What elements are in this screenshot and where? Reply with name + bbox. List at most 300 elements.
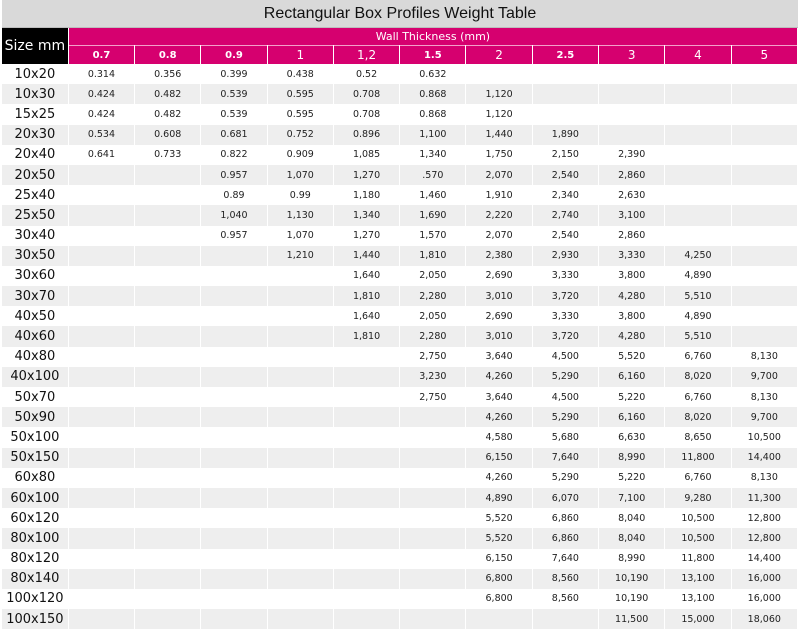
size-cell: 60x100 <box>2 488 68 508</box>
table-row <box>2 488 798 508</box>
weight-cell: 1,640 <box>333 306 399 326</box>
weight-cell: 1,070 <box>267 165 333 185</box>
weight-cell: 2,860 <box>599 226 665 246</box>
table-title-text: Rectangular Box Profiles Weight Table <box>263 4 537 22</box>
weight-cell <box>201 468 267 488</box>
weight-cell: 0.733 <box>135 145 201 165</box>
size-cell: 60x80 <box>2 468 68 488</box>
weight-cell: 3,720 <box>532 326 598 346</box>
weight-cell <box>68 488 134 508</box>
weight-cell: 11,800 <box>665 448 731 468</box>
size-cell: 25x40 <box>2 185 68 205</box>
weight-cell: 3,230 <box>400 367 466 387</box>
weight-cell: 6,760 <box>665 468 731 488</box>
weight-cell <box>201 387 267 407</box>
weight-cell: 4,260 <box>466 407 532 427</box>
weight-cell: 1,270 <box>333 226 399 246</box>
weight-cell <box>135 326 201 346</box>
table-row <box>2 306 798 326</box>
weight-cell: 11,300 <box>731 488 797 508</box>
size-cell: 80x140 <box>2 569 68 589</box>
weight-cell <box>135 266 201 286</box>
weight-cell <box>731 104 797 124</box>
weight-cell: 1,750 <box>466 145 532 165</box>
weight-cell: 12,800 <box>731 508 797 528</box>
weight-cell: 1,120 <box>466 104 532 124</box>
weight-cell: 7,100 <box>599 488 665 508</box>
weight-cell <box>267 609 333 629</box>
weight-cell <box>731 266 797 286</box>
table-row <box>2 326 798 346</box>
weight-cell <box>267 427 333 447</box>
size-cell: 30x70 <box>2 286 68 306</box>
weight-cell <box>68 387 134 407</box>
weight-cell <box>135 569 201 589</box>
thickness-header-cell: 4 <box>665 46 731 65</box>
weight-cell <box>201 427 267 447</box>
weight-cell <box>135 508 201 528</box>
weight-cell: 9,280 <box>665 488 731 508</box>
weight-cell: 1,570 <box>400 226 466 246</box>
size-cell: 20x30 <box>2 125 68 145</box>
weight-cell <box>333 387 399 407</box>
size-cell: 40x50 <box>2 306 68 326</box>
weight-cell: 1,070 <box>267 226 333 246</box>
weight-cell: 16,000 <box>731 569 797 589</box>
weight-cell <box>400 528 466 548</box>
weight-cell: 5,510 <box>665 326 731 346</box>
weight-cell: 1,810 <box>333 326 399 346</box>
weight-cell: 6,070 <box>532 488 598 508</box>
thickness-header-cell: 3 <box>599 46 665 65</box>
weight-cell <box>665 185 731 205</box>
weight-cell: 5,520 <box>466 508 532 528</box>
weight-cell: 4,260 <box>466 367 532 387</box>
weight-cell <box>400 427 466 447</box>
weight-cell: .570 <box>400 165 466 185</box>
thickness-header-cell: 2 <box>466 46 532 65</box>
weight-cell: 1,440 <box>466 125 532 145</box>
weight-cell: 8,130 <box>731 468 797 488</box>
table-row <box>2 468 798 488</box>
weight-cell <box>135 286 201 306</box>
weight-cell <box>68 427 134 447</box>
weight-cell: 3,010 <box>466 286 532 306</box>
weight-cell <box>400 589 466 609</box>
size-cell: 10x30 <box>2 84 68 104</box>
weight-cell <box>267 488 333 508</box>
weight-cell: 0.868 <box>400 84 466 104</box>
size-cell: 30x60 <box>2 266 68 286</box>
weight-cell: 1,130 <box>267 205 333 225</box>
weight-cell: 0.438 <box>267 64 333 84</box>
weight-cell <box>135 609 201 629</box>
weight-cell <box>267 367 333 387</box>
weight-cell <box>201 306 267 326</box>
weight-cell <box>731 145 797 165</box>
size-cell: 80x120 <box>2 549 68 569</box>
weight-cell <box>135 347 201 367</box>
weight-cell <box>68 347 134 367</box>
weight-cell <box>267 387 333 407</box>
weight-cell <box>68 589 134 609</box>
weight-cell: 3,010 <box>466 326 532 346</box>
weight-cell <box>731 165 797 185</box>
weight-cell: 8,560 <box>532 569 598 589</box>
weight-cell: 0.681 <box>201 125 267 145</box>
weight-cell: 2,380 <box>466 246 532 266</box>
weight-cell: 18,060 <box>731 609 797 629</box>
weight-cell: 0.595 <box>267 104 333 124</box>
weight-cell <box>135 488 201 508</box>
weight-cell <box>135 549 201 569</box>
size-cell: 25x50 <box>2 205 68 225</box>
weight-cell <box>665 205 731 225</box>
weight-cell <box>532 64 598 84</box>
weight-cell <box>135 427 201 447</box>
weight-cell: 12,800 <box>731 528 797 548</box>
weight-cell: 1,910 <box>466 185 532 205</box>
weight-cell <box>201 286 267 306</box>
weight-cell: 2,740 <box>532 205 598 225</box>
weight-cell: 2,150 <box>532 145 598 165</box>
weight-cell: 2,280 <box>400 326 466 346</box>
weight-cell: 15,000 <box>665 609 731 629</box>
weight-cell <box>201 407 267 427</box>
weight-cell: 8,040 <box>599 508 665 528</box>
weight-cell: 5,220 <box>599 468 665 488</box>
weight-cell <box>731 246 797 266</box>
thickness-header-cell: 0.8 <box>135 46 201 65</box>
weight-cell: 11,500 <box>599 609 665 629</box>
weight-cell <box>267 326 333 346</box>
weight-cell: 3,330 <box>532 306 598 326</box>
weight-cell <box>731 326 797 346</box>
weight-cell: 10,500 <box>665 528 731 548</box>
weight-cell <box>466 609 532 629</box>
weight-cell <box>599 104 665 124</box>
weight-cell <box>532 84 598 104</box>
weight-cell: 6,860 <box>532 528 598 548</box>
weight-cell: 1,440 <box>333 246 399 266</box>
weight-cell: 0.399 <box>201 64 267 84</box>
weight-cell: 2,340 <box>532 185 598 205</box>
weight-cell: 6,860 <box>532 508 598 528</box>
weight-cell <box>201 549 267 569</box>
weight-cell <box>400 468 466 488</box>
size-cell: 50x90 <box>2 407 68 427</box>
weight-cell: 2,050 <box>400 306 466 326</box>
weight-cell <box>267 508 333 528</box>
weight-cell: 10,190 <box>599 569 665 589</box>
weight-cell <box>333 589 399 609</box>
weight-cell: 0.641 <box>68 145 134 165</box>
table-row <box>2 448 798 468</box>
weight-cell: 0.909 <box>267 145 333 165</box>
weight-cell: 0.539 <box>201 84 267 104</box>
weight-cell <box>201 266 267 286</box>
weight-cell: 6,150 <box>466 549 532 569</box>
table-row <box>2 407 798 427</box>
weight-cell <box>267 468 333 488</box>
weight-cell <box>333 508 399 528</box>
weight-cell <box>135 407 201 427</box>
weight-cell: 8,650 <box>665 427 731 447</box>
weight-cell: 8,130 <box>731 387 797 407</box>
table-row <box>2 427 798 447</box>
table-row <box>2 569 798 589</box>
weight-cell: 3,100 <box>599 205 665 225</box>
weight-cell <box>400 549 466 569</box>
weight-cell <box>201 246 267 266</box>
weight-cell: 8,130 <box>731 347 797 367</box>
weight-cell <box>267 569 333 589</box>
weight-cell <box>68 286 134 306</box>
weight-cell: 8,020 <box>665 367 731 387</box>
wall-thickness-header: Wall Thickness (mm) <box>68 28 797 46</box>
weight-cell: 0.89 <box>201 185 267 205</box>
weight-cell <box>201 508 267 528</box>
weight-cell <box>333 347 399 367</box>
table-row <box>2 205 798 225</box>
size-cell: 100x120 <box>2 589 68 609</box>
thickness-header-cell: 0.9 <box>201 46 267 65</box>
weight-cell <box>333 488 399 508</box>
weight-cell <box>333 609 399 629</box>
weight-cell <box>731 84 797 104</box>
weight-cell <box>333 407 399 427</box>
weight-cell: 6,150 <box>466 448 532 468</box>
table-row <box>2 347 798 367</box>
weight-cell <box>333 569 399 589</box>
weight-cell: 2,750 <box>400 387 466 407</box>
weight-cell: 0.482 <box>135 104 201 124</box>
size-cell: 50x70 <box>2 387 68 407</box>
weight-cell: 8,020 <box>665 407 731 427</box>
size-cell: 50x100 <box>2 427 68 447</box>
weight-cell: 4,260 <box>466 468 532 488</box>
weight-cell: 6,800 <box>466 569 532 589</box>
weight-cell <box>665 226 731 246</box>
weight-cell: 0.708 <box>333 104 399 124</box>
weight-cell <box>201 448 267 468</box>
weight-cell: 2,220 <box>466 205 532 225</box>
weight-cell: 0.608 <box>135 125 201 145</box>
weight-cell: 2,070 <box>466 165 532 185</box>
table-row <box>2 387 798 407</box>
table-row <box>2 609 798 629</box>
table-row <box>2 367 798 387</box>
weight-cell <box>68 508 134 528</box>
table-row <box>2 226 798 246</box>
table-row <box>2 266 798 286</box>
weight-cell <box>333 528 399 548</box>
weight-cell <box>267 286 333 306</box>
size-cell: 80x100 <box>2 528 68 548</box>
weight-cell <box>201 569 267 589</box>
weight-cell: 5,520 <box>466 528 532 548</box>
weight-cell <box>135 226 201 246</box>
weight-cell <box>135 589 201 609</box>
weight-cell <box>68 246 134 266</box>
weight-cell: 2,070 <box>466 226 532 246</box>
weight-cell <box>731 205 797 225</box>
weight-cell: 4,580 <box>466 427 532 447</box>
weight-cell <box>400 448 466 468</box>
weight-cell: 1,340 <box>400 145 466 165</box>
weight-cell <box>201 347 267 367</box>
weight-cell <box>68 569 134 589</box>
weight-cell: 5,290 <box>532 407 598 427</box>
weight-cell: 4,890 <box>665 306 731 326</box>
weight-cell <box>68 448 134 468</box>
weight-cell <box>466 64 532 84</box>
weight-cell: 2,690 <box>466 306 532 326</box>
weight-cell <box>731 226 797 246</box>
weight-cell: 10,500 <box>665 508 731 528</box>
weight-cell: 3,640 <box>466 347 532 367</box>
weight-cell: 0.896 <box>333 125 399 145</box>
weight-cell: 6,760 <box>665 347 731 367</box>
weight-cell: 3,330 <box>532 266 598 286</box>
weight-cell: 1,640 <box>333 266 399 286</box>
table-row <box>2 145 798 165</box>
weight-cell <box>201 326 267 346</box>
weight-cell <box>135 528 201 548</box>
table-row <box>2 165 798 185</box>
weight-cell <box>731 306 797 326</box>
weight-cell: 0.99 <box>267 185 333 205</box>
weight-cell <box>665 145 731 165</box>
weight-cell: 5,520 <box>599 347 665 367</box>
size-cell: 15x25 <box>2 104 68 124</box>
weight-cell: 10,190 <box>599 589 665 609</box>
weight-cell: 0.52 <box>333 64 399 84</box>
weight-cell: 7,640 <box>532 549 598 569</box>
thickness-header-cell: 1,2 <box>333 46 399 65</box>
weight-cell: 6,760 <box>665 387 731 407</box>
weight-cell: 1,180 <box>333 185 399 205</box>
weight-cell <box>532 104 598 124</box>
weight-cell: 4,890 <box>466 488 532 508</box>
thickness-header-row <box>2 46 798 65</box>
weight-cell: 0.356 <box>135 64 201 84</box>
weight-cell <box>267 266 333 286</box>
weight-cell: 3,330 <box>599 246 665 266</box>
weight-cell <box>665 104 731 124</box>
weight-cell: 0.708 <box>333 84 399 104</box>
weight-cell: 13,100 <box>665 589 731 609</box>
weight-cell <box>400 609 466 629</box>
weight-cell: 1,210 <box>267 246 333 266</box>
table-row <box>2 508 798 528</box>
weight-cell: 3,800 <box>599 266 665 286</box>
table-body <box>2 64 798 629</box>
weight-cell: 2,750 <box>400 347 466 367</box>
weight-cell <box>68 185 134 205</box>
weight-cell <box>68 205 134 225</box>
weight-cell: 13,100 <box>665 569 731 589</box>
weight-cell <box>135 246 201 266</box>
weight-cell <box>333 549 399 569</box>
weight-cell: 4,280 <box>599 286 665 306</box>
size-cell: 40x100 <box>2 367 68 387</box>
weight-cell: 11,800 <box>665 549 731 569</box>
weight-cell <box>68 549 134 569</box>
weight-cell <box>68 367 134 387</box>
weight-cell: 2,540 <box>532 165 598 185</box>
weight-cell <box>599 84 665 104</box>
weight-cell <box>68 468 134 488</box>
size-cell: 60x120 <box>2 508 68 528</box>
weight-cell: 2,630 <box>599 185 665 205</box>
weight-table <box>2 28 798 629</box>
weight-cell: 2,390 <box>599 145 665 165</box>
weight-cell: 4,250 <box>665 246 731 266</box>
weight-cell: 0.595 <box>267 84 333 104</box>
weight-cell <box>333 427 399 447</box>
size-cell: 50x150 <box>2 448 68 468</box>
weight-cell <box>68 226 134 246</box>
thickness-header-cell: 1 <box>267 46 333 65</box>
weight-cell: 4,890 <box>665 266 731 286</box>
weight-cell: 2,540 <box>532 226 598 246</box>
weight-cell <box>68 528 134 548</box>
weight-cell <box>68 165 134 185</box>
weight-cell <box>267 589 333 609</box>
weight-cell: 0.424 <box>68 104 134 124</box>
weight-cell: 14,400 <box>731 549 797 569</box>
weight-cell: 10,500 <box>731 427 797 447</box>
table-row <box>2 84 798 104</box>
weight-cell <box>135 185 201 205</box>
weight-cell: 1,690 <box>400 205 466 225</box>
weight-cell: 5,680 <box>532 427 598 447</box>
weight-cell: 14,400 <box>731 448 797 468</box>
weight-cell <box>267 448 333 468</box>
weight-cell: 1,040 <box>201 205 267 225</box>
weight-cell: 4,500 <box>532 347 598 367</box>
weight-cell <box>400 508 466 528</box>
weight-cell: 6,160 <box>599 367 665 387</box>
weight-cell: 5,220 <box>599 387 665 407</box>
table-row <box>2 104 798 124</box>
weight-cell <box>201 589 267 609</box>
weight-cell: 1,340 <box>333 205 399 225</box>
size-cell: 20x50 <box>2 165 68 185</box>
weight-cell: 16,000 <box>731 589 797 609</box>
weight-cell <box>731 185 797 205</box>
weight-cell <box>532 609 598 629</box>
size-column-header: Size mm <box>2 28 68 64</box>
weight-cell <box>267 549 333 569</box>
weight-cell <box>201 609 267 629</box>
size-cell: 20x40 <box>2 145 68 165</box>
weight-cell: 4,280 <box>599 326 665 346</box>
weight-cell: 0.632 <box>400 64 466 84</box>
weight-cell <box>333 367 399 387</box>
weight-cell: 1,100 <box>400 125 466 145</box>
weight-cell: 0.868 <box>400 104 466 124</box>
weight-cell <box>135 306 201 326</box>
table-row <box>2 185 798 205</box>
size-cell: 30x40 <box>2 226 68 246</box>
weight-cell <box>400 569 466 589</box>
weight-cell: 0.424 <box>68 84 134 104</box>
weight-cell <box>68 306 134 326</box>
weight-cell <box>135 468 201 488</box>
weight-cell: 6,630 <box>599 427 665 447</box>
